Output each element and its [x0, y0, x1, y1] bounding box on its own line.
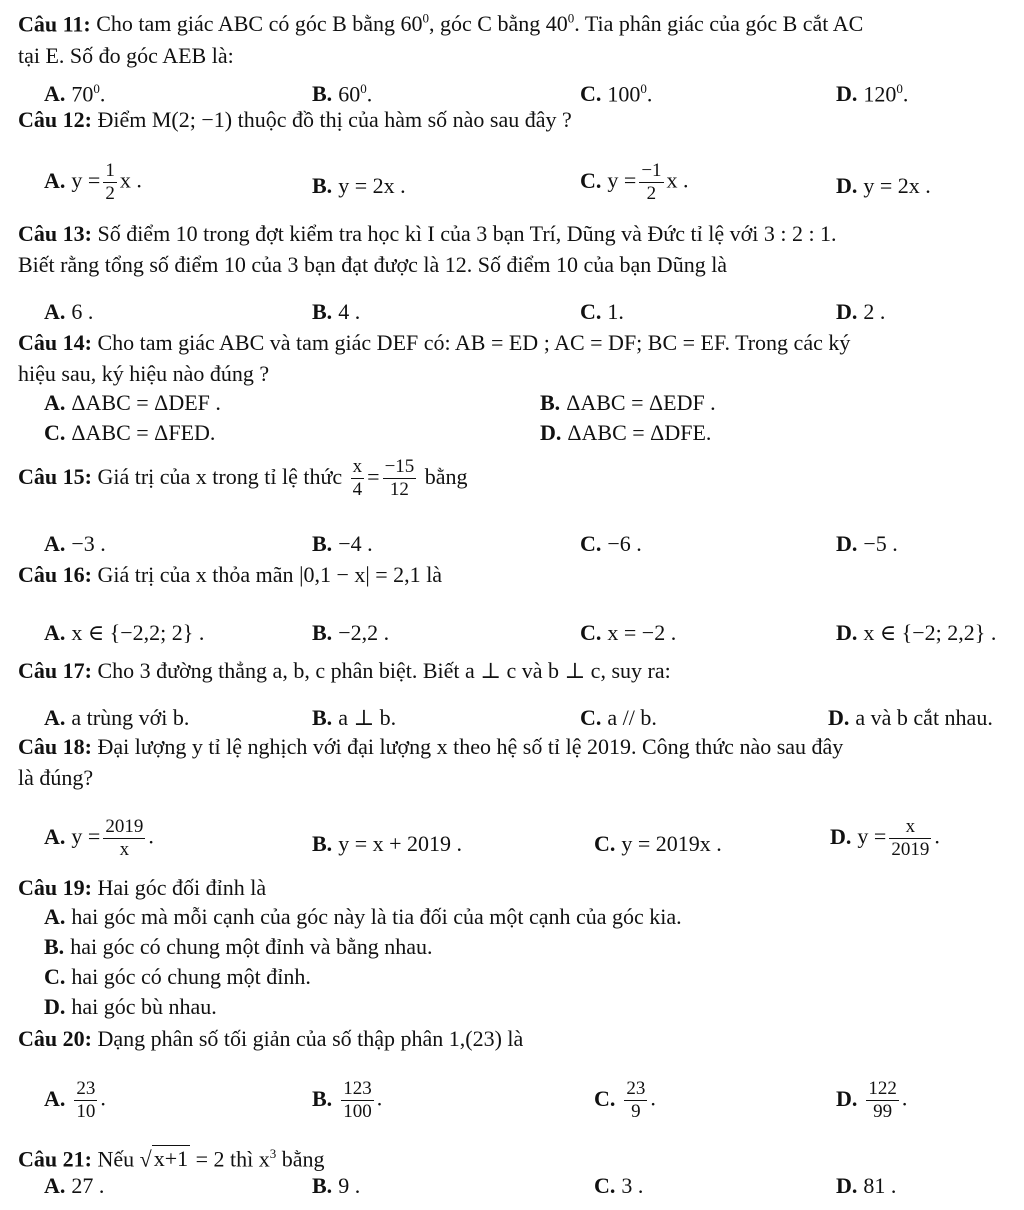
q11-option-b[interactable]: B. $60^0$. — [312, 81, 373, 107]
q11-option-a[interactable]: A. $70^0$. — [44, 81, 106, 107]
q14-option-a[interactable]: A. ΔABC = ΔDEF . — [44, 390, 221, 415]
question-16: Câu 16: Giá trị của x thỏa mãn |0,1 − x| = 2,1 là — [18, 562, 443, 587]
q15-option-a[interactable]: A. −3 . — [44, 531, 106, 556]
q12-option-b[interactable]: B. y = 2x . — [312, 173, 406, 198]
q18-option-b[interactable]: B. y = x + 2019 . — [312, 831, 463, 856]
question-20: Câu 20: Dạng phân số tối giản của số thập phân 1,(23) là — [18, 1026, 524, 1051]
q19-option-d[interactable]: D. hai góc bù nhau. — [44, 994, 217, 1019]
question-17-title: Câu 17: — [18, 658, 92, 683]
question-14: Câu 14: Cho tam giác ABC và tam giác DEF có: AB = ED ; AC = DF; BC = EF. Trong các ký — [18, 330, 851, 355]
q18-option-a[interactable]: A. y = $\frac{2019}{x}$ . — [44, 816, 154, 860]
abs-expression: |0,1 − x| = 2,1 — [299, 562, 421, 587]
question-18-title: Câu 18: — [18, 734, 92, 759]
question-19-title: Câu 19: — [18, 875, 92, 900]
question-11-text-line2: tại E. Số đo góc AEB là: — [18, 43, 234, 68]
q12-option-c[interactable]: C. y = $\frac{-1}{2}$ x . — [580, 160, 689, 204]
q15-option-c[interactable]: C. −6 . — [580, 531, 642, 556]
q21-option-d[interactable]: D. 81 . — [836, 1173, 897, 1198]
question-17: Câu 17: Cho 3 đường thẳng a, b, c phân biệt. Biết a ⊥ c và b ⊥ c, suy ra: — [18, 658, 671, 683]
question-13-line2: Biết rằng tổng số điểm 10 của 3 bạn đạt được là 12. Số điểm 10 của bạn Dũng là — [18, 252, 728, 277]
q13-option-d[interactable]: D. 2 . — [836, 299, 886, 324]
question-21: Câu 21: Nếu √x+1 = 2 thì $x^3$ bằng — [18, 1146, 325, 1172]
question-19: Câu 19: Hai góc đối đỉnh là — [18, 875, 267, 900]
point-m: M(2; −1) — [151, 107, 233, 132]
q13-option-a[interactable]: A. 6 . — [44, 299, 94, 324]
q16-option-b[interactable]: B. −2,2 . — [312, 620, 390, 645]
question-21-title: Câu 21: — [18, 1146, 92, 1172]
q15-option-b[interactable]: B. −4 . — [312, 531, 373, 556]
question-15-title: Câu 15: — [18, 464, 92, 489]
q17-option-a[interactable]: A. a trùng với b. — [44, 705, 190, 730]
q12-option-d[interactable]: D. y = 2x . — [836, 173, 931, 198]
q14-option-d[interactable]: D. ΔABC = ΔDFE. — [540, 420, 712, 445]
question-11-text: Cho tam giác ABC có góc B bằng $60^0$, góc C bằng $40^0$. Tia phân giác của góc B cắt AC — [96, 11, 864, 37]
question-14-line2: hiệu sau, ký hiệu nào đúng ? — [18, 361, 270, 386]
q14-option-b[interactable]: B. ΔABC = ΔEDF . — [540, 390, 716, 415]
q21-option-c[interactable]: C. 3 . — [594, 1173, 644, 1198]
question-13: Câu 13: Số điểm 10 trong đợt kiểm tra học kì I của 3 bạn Trí, Dũng và Đức tỉ lệ với 3 : 2 : 1. — [18, 221, 837, 246]
q20-option-c[interactable]: C. $\frac{23}{9}$ . — [594, 1078, 656, 1122]
q14-option-c[interactable]: C. ΔABC = ΔFED. — [44, 420, 216, 445]
question-18: Câu 18: Đại lượng y tỉ lệ nghịch với đại lượng x theo hệ số tỉ lệ 2019. Công thức nào sau đây — [18, 734, 844, 759]
question-13-title: Câu 13: — [18, 221, 92, 246]
q21-option-b[interactable]: B. 9 . — [312, 1173, 361, 1198]
q12-option-a[interactable]: A. y = $\frac{1}{2}$ x . — [44, 160, 142, 204]
question-16-title: Câu 16: — [18, 562, 92, 587]
q16-option-c[interactable]: C. x = −2 . — [580, 620, 677, 645]
q11-option-c[interactable]: C. $100^0$. — [580, 81, 653, 107]
q13-option-b[interactable]: B. 4 . — [312, 299, 361, 324]
question-11-title: Câu 11: — [18, 11, 91, 37]
q13-option-c[interactable]: C. 1. — [580, 299, 624, 324]
q19-option-a[interactable]: A. hai góc mà mỗi cạnh của góc này là tia đối của một cạnh của góc kia. — [44, 904, 682, 929]
question-15: Câu 15: Giá trị của x trong tỉ lệ thức $\frac{x}{4}$ = $\frac{-15}{12}$ bằng — [18, 456, 468, 501]
q20-option-a[interactable]: A. $\frac{23}{10}$ . — [44, 1078, 106, 1122]
q21-option-a[interactable]: A. 27 . — [44, 1173, 105, 1198]
question-14-title: Câu 14: — [18, 330, 92, 355]
q20-option-b[interactable]: B. $\frac{123}{100}$ . — [312, 1078, 383, 1122]
q20-option-d[interactable]: D. $\frac{122}{99}$ . — [836, 1078, 908, 1122]
question-20-title: Câu 20: — [18, 1026, 92, 1051]
q18-option-d[interactable]: D. y = $\frac{x}{2019}$ . — [830, 816, 940, 860]
q16-option-d[interactable]: D. x ∈ {−2; 2,2} . — [836, 620, 997, 645]
q16-option-a[interactable]: A. x ∈ {−2,2; 2} . — [44, 620, 205, 645]
q18-option-c[interactable]: C. y = 2019x . — [594, 831, 722, 856]
q17-option-b[interactable]: B. a ⊥ b. — [312, 705, 397, 730]
q17-option-c[interactable]: C. a // b. — [580, 705, 657, 730]
question-11 — [18, 5, 863, 38]
repeating-decimal: 1,(23) — [448, 1026, 502, 1051]
question-12-title: Câu 12: — [18, 107, 92, 132]
q19-option-c[interactable]: C. hai góc có chung một đỉnh. — [44, 964, 311, 989]
q11-option-d[interactable]: D. $120^0$. — [836, 81, 909, 107]
sqrt-expression: √x+1 — [139, 1146, 189, 1172]
q19-option-b[interactable]: B. hai góc có chung một đỉnh và bằng nhau. — [44, 934, 433, 959]
question-12: Câu 12: Điểm M(2; −1) thuộc đồ thị của hàm số nào sau đây ? — [18, 107, 572, 132]
q15-option-d[interactable]: D. −5 . — [836, 531, 898, 556]
question-18-line2: là đúng? — [18, 765, 94, 790]
q17-option-d[interactable]: D. a và b cắt nhau. — [828, 705, 993, 730]
